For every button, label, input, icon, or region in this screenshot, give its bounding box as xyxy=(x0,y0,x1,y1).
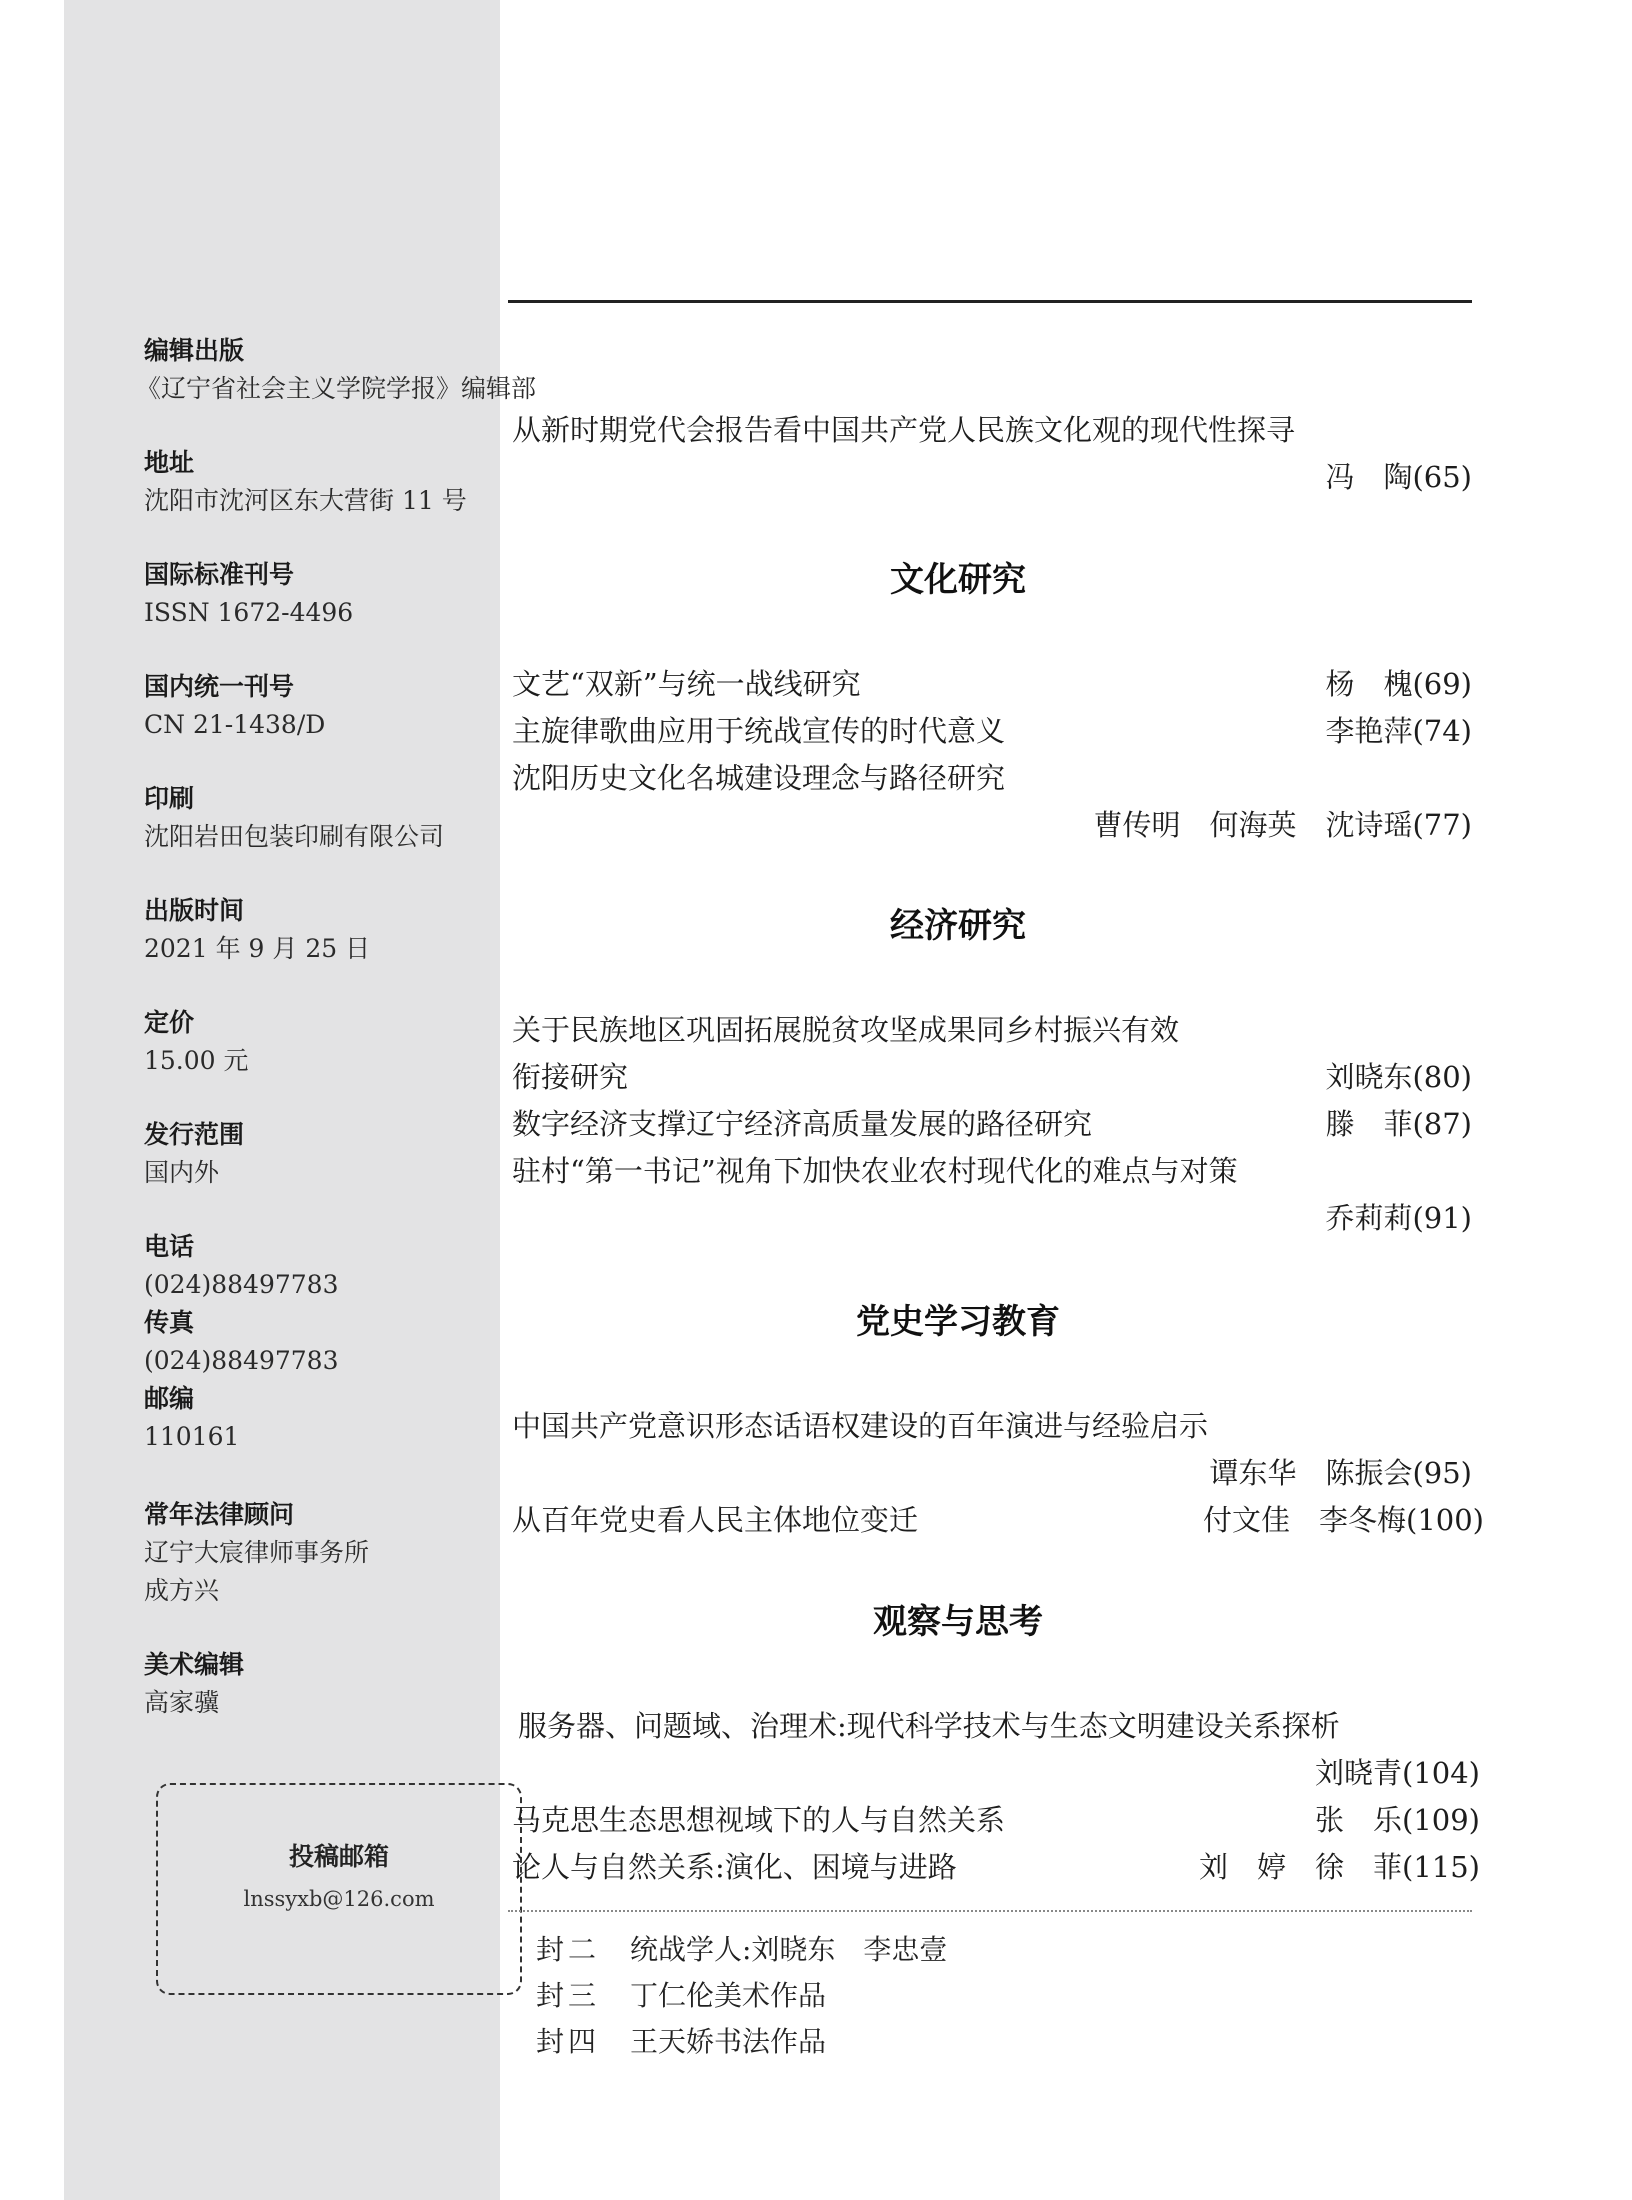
editor-value: 《辽宁省社会主义学院学报》编辑部 xyxy=(136,374,537,403)
submission-title: 投稿邮箱 xyxy=(288,1842,389,1871)
article-title: 驻村“第一书记”视角下加快农业农村现代化的难点与对策 xyxy=(512,1154,1238,1188)
top-divider xyxy=(508,300,1472,303)
section-heading-party-history: 党史学习教育 xyxy=(856,1302,1060,1342)
zip-label: 邮编 xyxy=(144,1384,195,1413)
tel-value: (024)88497783 xyxy=(144,1270,339,1299)
distribution-label: 发行范围 xyxy=(144,1120,245,1149)
cover-two-line xyxy=(536,1930,947,1970)
article-author: 张 乐(109) xyxy=(1315,1803,1480,1837)
price-info xyxy=(144,1004,554,1080)
art-editor-value: 高家骥 xyxy=(144,1688,220,1717)
article-author: 刘晓青(104) xyxy=(1315,1756,1480,1790)
section-heading-economy: 经济研究 xyxy=(890,906,1026,946)
cn-value: CN 21-1438/D xyxy=(144,710,326,739)
article-title: 主旋律歌曲应用于统战宣传的时代意义 xyxy=(512,714,1006,748)
article-title: 服务器、问题域、治理术:现代科学技术与生态文明建设关系探析 xyxy=(518,1709,1340,1743)
address-info xyxy=(144,444,554,520)
legal-label: 常年法律顾问 xyxy=(144,1500,295,1529)
article-title-continued: 衔接研究 xyxy=(512,1060,629,1094)
legal-info xyxy=(144,1496,554,1610)
issn-info xyxy=(144,556,554,632)
submission-email[interactable]: lnssyxb@126.com xyxy=(243,1887,435,1911)
article-title: 马克思生态思想视域下的人与自然关系 xyxy=(512,1803,1006,1837)
date-label: 出版时间 xyxy=(144,896,245,925)
article-author: 刘 婷 徐 菲(115) xyxy=(1199,1850,1480,1884)
cover-two-value: 统战学人:刘晓东 李忠壹 xyxy=(630,1933,948,1966)
distribution-info xyxy=(144,1116,554,1192)
tel-label: 电话 xyxy=(144,1232,195,1261)
print-value: 沈阳岩田包装印刷有限公司 xyxy=(144,822,445,851)
article-author: 乔莉莉(91) xyxy=(1325,1201,1472,1235)
cover-four-line xyxy=(536,2022,826,2062)
distribution-value: 国内外 xyxy=(144,1158,220,1187)
editor-label: 编辑出版 xyxy=(144,336,245,365)
price-value: 15.00 元 xyxy=(144,1046,249,1075)
legal-value-firm: 辽宁大宸律师事务所 xyxy=(144,1538,370,1567)
editor-info xyxy=(136,332,554,408)
cover-three-key: 封三 xyxy=(536,1979,601,2012)
address-label: 地址 xyxy=(144,448,195,477)
section-heading-observation: 观察与思考 xyxy=(873,1602,1043,1642)
art-editor-label: 美术编辑 xyxy=(144,1650,245,1679)
date-value: 2021 年 9 月 25 日 xyxy=(144,934,371,963)
cn-info xyxy=(144,668,554,744)
article-title: 从新时期党代会报告看中国共产党人民族文化观的现代性探寻 xyxy=(512,413,1296,447)
article-author: 杨 槐(69) xyxy=(1325,667,1472,701)
cover-four-value: 王天娇书法作品 xyxy=(630,2025,827,2058)
article-title: 中国共产党意识形态话语权建设的百年演进与经验启示 xyxy=(512,1409,1209,1443)
article-title: 沈阳历史文化名城建设理念与路径研究 xyxy=(512,761,1006,795)
cn-label: 国内统一刊号 xyxy=(144,672,295,701)
bottom-divider xyxy=(508,1910,1472,1912)
issn-label: 国际标准刊号 xyxy=(144,560,295,589)
print-label: 印刷 xyxy=(144,784,195,813)
article-author: 谭东华 陈振会(95) xyxy=(1209,1456,1472,1490)
article-author: 付文佳 李冬梅(100) xyxy=(1203,1503,1484,1537)
cover-three-line xyxy=(536,1976,826,2016)
cover-two-key: 封二 xyxy=(536,1933,601,1966)
article-title: 文艺“双新”与统一战线研究 xyxy=(512,667,861,701)
article-author: 刘晓东(80) xyxy=(1325,1060,1472,1094)
article-author: 滕 菲(87) xyxy=(1325,1107,1472,1141)
contact-info xyxy=(144,1228,554,1456)
legal-value-name: 成方兴 xyxy=(144,1576,220,1605)
zip-value: 110161 xyxy=(144,1422,240,1451)
article-title: 从百年党史看人民主体地位变迁 xyxy=(512,1503,919,1537)
art-editor-info xyxy=(144,1646,554,1722)
article-author: 李艳萍(74) xyxy=(1325,714,1472,748)
article-author: 曹传明 何海英 沈诗瑶(77) xyxy=(1093,808,1472,842)
date-info xyxy=(144,892,554,968)
section-heading-culture: 文化研究 xyxy=(890,560,1026,600)
cover-three-value: 丁仁伦美术作品 xyxy=(630,1979,827,2012)
masthead-sidebar xyxy=(64,0,537,2200)
article-title: 论人与自然关系:演化、困境与进路 xyxy=(512,1850,957,1884)
print-info xyxy=(144,780,554,856)
article-title: 数字经济支撑辽宁经济高质量发展的路径研究 xyxy=(512,1107,1093,1141)
cover-four-key: 封四 xyxy=(536,2025,601,2058)
submission-box xyxy=(156,1783,522,1995)
fax-label: 传真 xyxy=(144,1308,195,1337)
article-author: 冯 陶(65) xyxy=(1325,460,1472,494)
article-title: 关于民族地区巩固拓展脱贫攻坚成果同乡村振兴有效 xyxy=(512,1013,1180,1047)
fax-value: (024)88497783 xyxy=(144,1346,339,1375)
address-value: 沈阳市沈河区东大营街 11 号 xyxy=(144,486,467,515)
price-label: 定价 xyxy=(144,1008,195,1037)
issn-value: ISSN 1672-4496 xyxy=(144,598,354,627)
